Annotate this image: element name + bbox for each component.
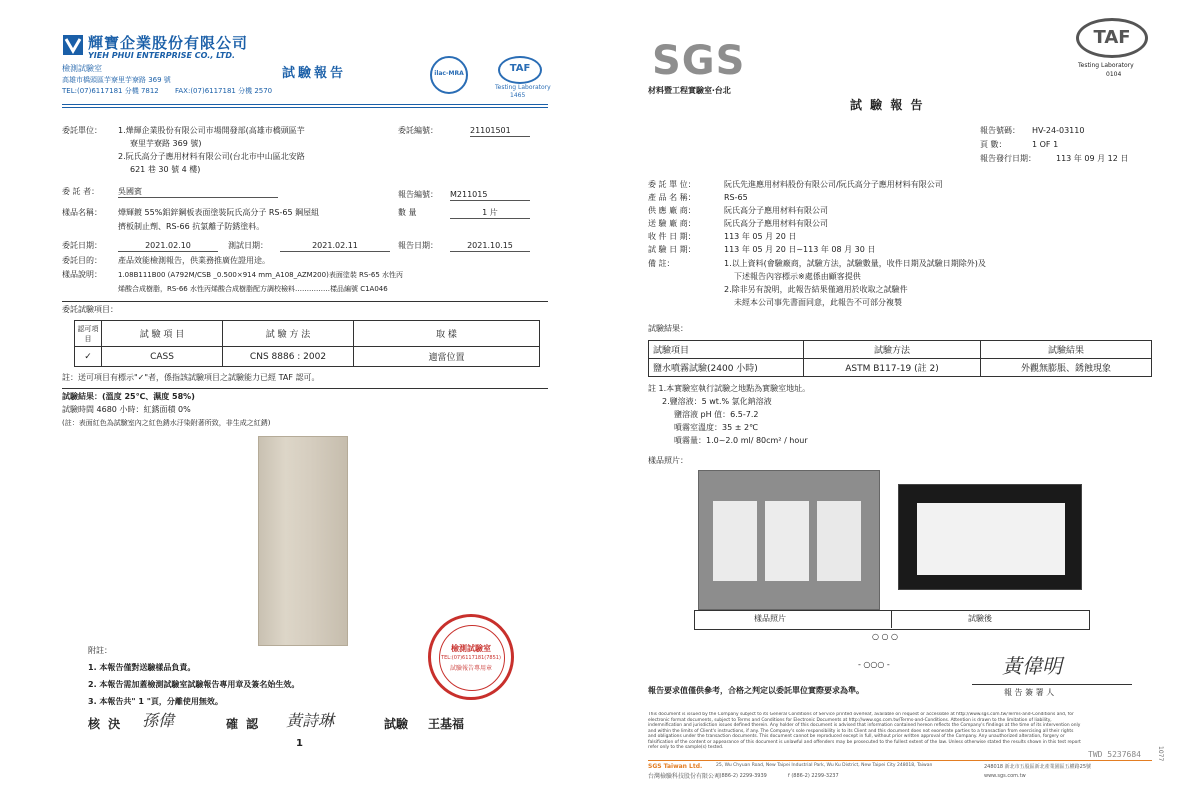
taf-logo-icon: TAF: [1076, 18, 1148, 58]
tester-name: 王基福: [428, 717, 465, 731]
ilac-mra-logo-icon: ilac-MRA: [430, 56, 468, 94]
remark-2: 2.除非另有說明，此報告結果僅適用於收取之試驗件: [724, 285, 908, 294]
report-no-label: 報告號碼：: [980, 126, 1020, 135]
lab-name: 檢測試驗室: [62, 64, 102, 73]
result-line1: 試驗時間 4680 小時：紅銹面積 0%: [62, 405, 191, 414]
issue-label: 報告發行日期：: [980, 154, 1036, 163]
side-code: 1077: [1157, 746, 1164, 762]
note-4: 噴霧室溫度：35 ± 2℃: [674, 423, 759, 432]
date-commission-label: 委託日期：: [62, 241, 102, 250]
report-no-label: 報告編號：: [398, 190, 438, 199]
approve-signature: 孫偉: [142, 711, 175, 730]
report-no: HV-24-03110: [1032, 126, 1085, 135]
table-head-sampling: 取 樣: [354, 321, 540, 347]
sample-photo: [698, 470, 880, 610]
table-head-item: 試 驗 項 目: [102, 321, 223, 347]
sample-panel-photo: [258, 436, 348, 646]
result-table: [648, 340, 1152, 377]
photo-2-caption: 試驗後: [968, 614, 992, 623]
remark-2b: 未經本公司事先書面同意，此報告不可部分複製: [734, 298, 902, 307]
page-circles: ○ ○ ○: [872, 632, 899, 641]
client-label: 委託單位：: [62, 126, 102, 135]
page-value: 1 OF 1: [1032, 140, 1059, 149]
field-row: 產 品 名 稱： RS-65: [648, 193, 748, 202]
note-2: 2.鹽溶液：5 wt.% 氯化鈉溶液: [662, 397, 772, 406]
purpose-label: 委託目的：: [62, 256, 102, 265]
note-1: 1. 本報告僅對送驗樣品負責。: [88, 663, 196, 672]
date-test: 2021.02.11: [280, 241, 390, 252]
client-line4: 621 巷 30 號 4 樓): [130, 165, 201, 174]
field-row: 送 驗 廠 商： 阮氏高分子應用材料有限公司: [648, 219, 828, 228]
table-head-method: 試 驗 方 法: [223, 321, 354, 347]
commission-no-label: 委託編號：: [398, 126, 438, 135]
sample-label: 樣品名稱：: [62, 208, 102, 217]
taf-sub: Testing Laboratory: [1078, 62, 1134, 69]
table-head-item: 試驗項目: [649, 341, 804, 359]
note-1: 註 1.本實驗室執行試驗之地點為實驗室地址。: [648, 384, 811, 393]
table-cell-sampling: 適當位置: [354, 347, 540, 367]
end-mark: - ○○○ -: [858, 660, 890, 669]
company-name: 輝寶企業股份有限公司: [88, 34, 249, 52]
signer-signature: 黃偉明: [1002, 654, 1062, 678]
field-row: 委 託 單 位： 阮氏先進應用材料股份有限公司/阮氏高分子應用材料有限公司: [648, 180, 943, 189]
page-label: 頁 數：: [980, 140, 1007, 149]
note-5: 噴霧量：1.0~2.0 ml/ 80cm² / hour: [674, 436, 808, 445]
sgs-test-report: [612, 0, 1200, 800]
table-cell-method: ASTM B117-19 (註 2): [804, 359, 981, 377]
photo-1-caption: 樣品照片: [754, 614, 786, 623]
remark-1b: 下述報告內容標示※處係由顧客提供: [734, 272, 861, 281]
approve-label: 核 決: [88, 717, 123, 731]
date-report-label: 報告日期：: [398, 241, 438, 250]
lab-address: 高雄市橋頭區芋寮里芋寮路 369 號: [62, 76, 171, 84]
result-title: 試驗結果：: [648, 324, 688, 333]
client-line1: 1.燁輝企業股份有限公司市場開發部(高雄市橋頭區芋: [118, 126, 305, 135]
result-label: 試驗結果：(溫度 25℃、濕度 58%): [62, 392, 195, 401]
result-note: (註：表面紅色為試驗室內之紅色銹水汙染附著所致，非生成之紅銹): [62, 419, 271, 427]
taf-logo-icon: TAF: [498, 56, 542, 84]
taf-code: 0104: [1106, 71, 1122, 78]
footer-tel: t (886-2) 2299-3939: [716, 773, 767, 779]
remark-label: 備 註：: [648, 259, 675, 268]
notes-title: 附註：: [88, 646, 112, 655]
report-no: M211015: [450, 190, 530, 201]
desc-label: 樣品說明：: [62, 270, 102, 279]
note-3: 3. 本報告共" 1 "頁，分離使用無效。: [88, 697, 223, 706]
lab-caption: 材料暨工程實驗室‧台北: [648, 86, 731, 95]
remark-1: 1.以上資料(會驗廠商，試驗方法，試驗數量，收件日期及試驗日期除外)及: [724, 259, 986, 268]
report-title: 試 驗 報 告: [850, 98, 925, 112]
issue-date: 113 年 09 月 12 日: [1056, 154, 1129, 163]
taf-sub: Testing Laboratory: [495, 84, 551, 91]
trustee: 吳國賓: [118, 187, 278, 198]
date-test-label: 測試日期：: [228, 241, 268, 250]
table-note: 註：送可項目有標示"✓"者，係指該試驗項目之試驗能力已經 TAF 認可。: [62, 373, 320, 382]
table-cell-result: 外觀無膨脹、銹蝕現象: [981, 359, 1152, 377]
desc-line1: 1.08B111B00 (A792M/CSB _0.500×914 mm_A108_AZM200)表面塗裝 RS-65 水性丙: [118, 271, 404, 279]
date-commission: 2021.02.10: [118, 241, 218, 252]
disclaimer: 報告要求值僅供參考，合格之判定以委託單位實際要求為準。: [648, 686, 864, 695]
test-items-table: [74, 320, 540, 367]
qty: 1 片: [450, 208, 530, 219]
table-cell-check: ✓: [75, 347, 102, 367]
commission-no: 21101501: [470, 126, 530, 137]
lab-tel: TEL:(07)6117181 分機 7812: [62, 87, 159, 95]
sample-line1: 燁輝鍍 55%鋁鋅鋼板表面塗裝阮氏高分子 RS-65 鋼屋組: [118, 208, 320, 217]
table-head-approved: 認可項目: [75, 321, 102, 347]
footer-company-cn: 台灣檢驗科技股份有限公司: [648, 773, 721, 780]
note-3: 鹽溶液 pH 值：6.5-7.2: [674, 410, 759, 419]
client-line3: 2.阮氏高分子應用材料有限公司(台北市中山區北安路: [118, 152, 305, 161]
report-title: 試驗報告: [282, 66, 347, 81]
footer-address: 25, Wu Chyuan Road, New Taipei Industrial Park, Wu Ku District, New Taipei City 248018, Taiwan: [716, 763, 933, 768]
field-row: 收 件 日 期： 113 年 05 月 20 日: [648, 232, 797, 241]
yieh-phui-logo-icon: [62, 34, 84, 56]
table-head-method: 試驗方法: [804, 341, 981, 359]
sample-line2: 擠板制止劑、RS-66 抗氯離子防銹塗料。: [118, 222, 265, 231]
footer-cn-address: 248018 新北市五股區新北產業園區五權路25號: [984, 764, 1092, 770]
date-report: 2021.10.15: [450, 241, 530, 252]
table-cell-method: CNS 8886 : 2002: [223, 347, 354, 367]
table-head-result: 試驗結果: [981, 341, 1152, 359]
page-number: 1: [296, 738, 303, 749]
yieh-phui-test-report: [0, 0, 580, 800]
trustee-label: 委 託 者：: [62, 187, 100, 196]
lab-fax: FAX:(07)6117181 分機 2570: [175, 87, 273, 95]
legal-fine-print: This document is issued by the Company subject to its General Conditions of Service printed overleaf, available on request or accessible at http://www.sgs.com.tw/Terms-and-Conditions and, for electronic format documents, subject to Terms and Conditions for Electronic Documents at http://www.sgs.com.tw/Terms-and-Conditions. Attention is drawn to the limitation of liability, indemnification and jurisdiction issues defined therein. Any holder of this document is advised that information contained hereon reflects the Company's findings at the time of its intervention only and within the limits of Client's instructions, if any. The Company's sole responsibility is to its Client and this document does not exonerate parties to a transaction from exercising all their rights and obligations under the transaction documents. This document cannot be reproduced except in full, without prior written approval of the Company. Any unauthorized alteration, forgery or falsification of the content or appearance of this document is unlawful and offenders may be prosecuted to the fullest extent of the law. Unless otherwise stated the results shown in this test report refer only to the sample(s) tested.: [648, 712, 1081, 750]
after-test-photo: [898, 484, 1082, 590]
footer-fax: f (886-2) 2299-3237: [788, 773, 839, 779]
desc-line2: 烯酸合成樹脂，RS-66 水性丙烯酸合成樹脂配方調校檢料……………樣品編號 C1A046: [118, 285, 388, 293]
table-cell-item: 鹽水噴霧試驗(2400 小時): [649, 359, 804, 377]
footer-website: www.sgs.com.tw: [984, 773, 1026, 779]
qty-label: 數 量: [398, 208, 417, 217]
lab-seal-stamp-icon: 檢測試驗室 TEL:(07)6117181(7851) 試驗報告專用章: [428, 614, 514, 700]
field-row: 試 驗 日 期： 113 年 05 月 20 日~113 年 08 月 30 日: [648, 245, 876, 254]
note-2: 2. 本報告需加蓋檢測試驗室試驗報告專用章及簽名始生效。: [88, 680, 300, 689]
tester-label: 試驗: [384, 717, 409, 731]
footer-company: SGS Taiwan Ltd.: [648, 763, 703, 770]
table-cell-item: CASS: [102, 347, 223, 367]
confirm-label: 確 認: [226, 717, 261, 731]
items-title: 委託試驗項目：: [62, 305, 118, 314]
serial-number: TWD 5237684: [1088, 750, 1141, 759]
sgs-logo: SGS: [652, 38, 746, 84]
signer-label: 報 告 簽 署 人: [1004, 688, 1055, 697]
report-fields: [648, 180, 943, 258]
company-name-en: YIEH PHUI ENTERPRISE CO., LTD.: [88, 51, 236, 60]
field-row: 供 應 廠 商： 阮氏高分子應用材料有限公司: [648, 206, 828, 215]
purpose: 產品效能檢測報告，供業務推廣佐證用途。: [118, 256, 270, 265]
photo-title: 樣品照片：: [648, 456, 688, 465]
client-line2: 寮里芋寮路 369 號): [130, 139, 202, 148]
confirm-signature: 黃詩琳: [286, 711, 335, 730]
taf-code: 1465: [510, 92, 526, 99]
